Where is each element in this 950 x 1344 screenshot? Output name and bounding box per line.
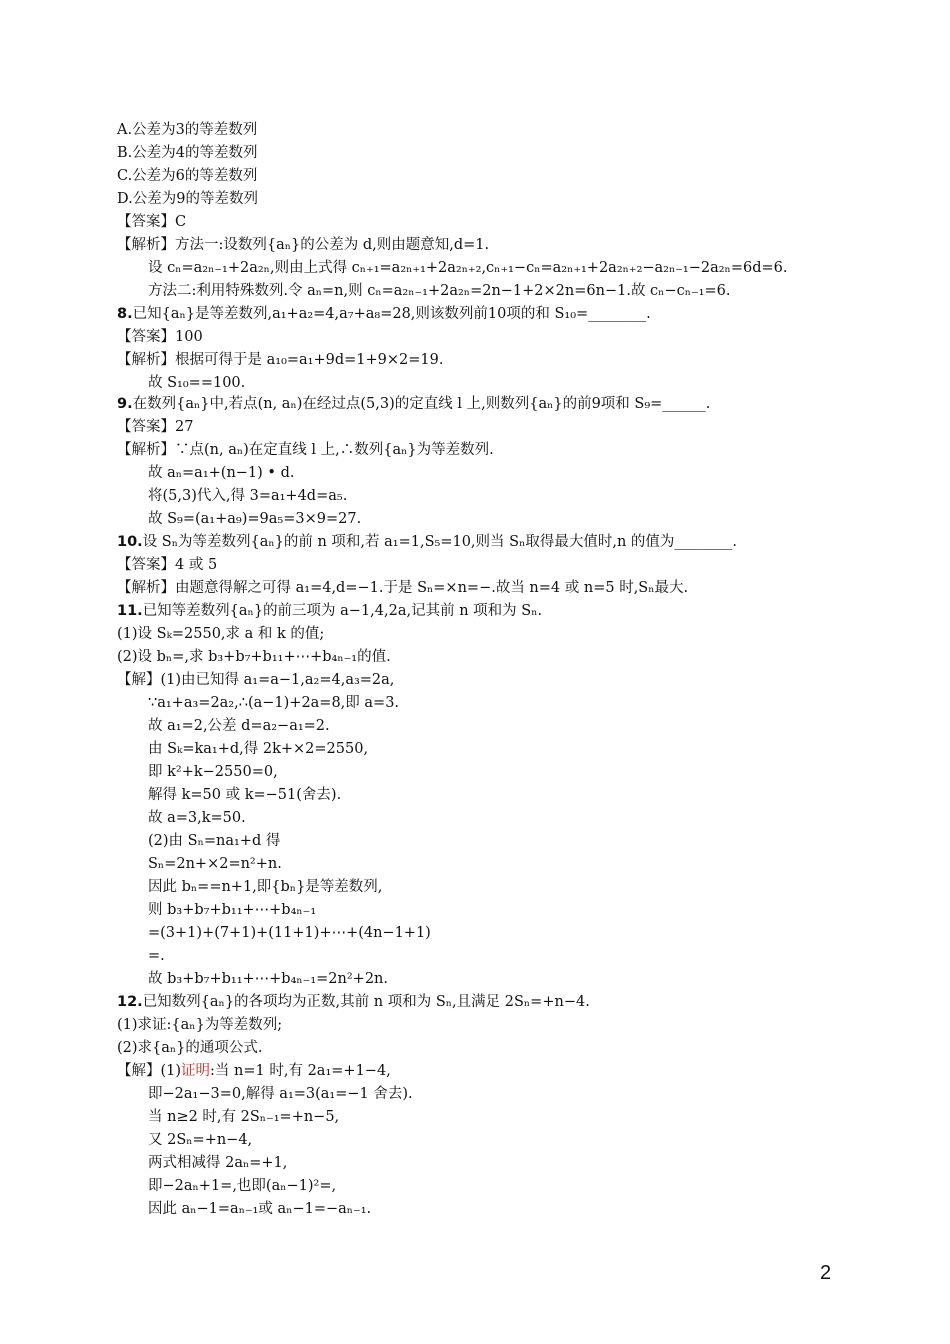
text-line: 故 S₉=(a₁+a₉)=9a₅=3×9=27. xyxy=(148,511,362,527)
text-line: 则 b₃+b₇+b₁₁+⋯+b₄ₙ₋₁ xyxy=(148,902,317,918)
text-line: 9.在数列{aₙ}中,若点(n, aₙ)在经过点(5,3)的定直线 l 上,则数列{aₙ}的前9项和 S₉=______. xyxy=(117,396,711,412)
page-number: 2 xyxy=(820,1262,832,1284)
text-line: 【解析】由题意得解之可得 a₁=4,d=−1.于是 Sₙ=×n=−.故当 n=4 或 n=5 时,Sₙ最大. xyxy=(117,580,689,596)
text-line: (1)设 Sₖ=2550,求 a 和 k 的值; xyxy=(117,626,325,642)
text-line: 故 S₁₀==100. xyxy=(148,375,246,391)
text-line: 【解】(1)证明:当 n=1 时,有 2a₁=+1−4, xyxy=(117,1063,391,1079)
text-line: 将(5,3)代入,得 3=a₁+4d=a₅. xyxy=(148,488,348,504)
text-line: 【解析】根据可得于是 a₁₀=a₁+9d=1+9×2=19. xyxy=(117,352,444,368)
text-line: 解得 k=50 或 k=−51(舍去). xyxy=(148,787,342,803)
text-line: 由 Sₖ=ka₁+d,得 2k+×2=2550, xyxy=(148,741,369,757)
text-line: C.公差为6的等差数列 xyxy=(117,168,258,184)
text-line: 【解】(1)由已知得 a₁=a−1,a₂=4,a₃=2a, xyxy=(117,672,395,688)
text-line: 因此 bₙ==n+1,即{bₙ}是等差数列, xyxy=(148,879,383,895)
text-line: (1)求证:{aₙ}为等差数列; xyxy=(117,1017,283,1033)
text-line: =(3+1)+(7+1)+(11+1)+⋯+(4n−1+1) xyxy=(148,925,431,941)
text-line: 当 n≥2 时,有 2Sₙ₋₁=+n−5, xyxy=(148,1109,340,1125)
text-line: ∵a₁+a₃=2a₂,∴(a−1)+2a=8,即 a=3. xyxy=(148,695,400,711)
text-line: 故 b₃+b₇+b₁₁+⋯+b₄ₙ₋₁=2n²+2n. xyxy=(148,971,388,987)
text-line: A.公差为3的等差数列 xyxy=(117,122,258,138)
text-line: (2)求{aₙ}的通项公式. xyxy=(117,1040,263,1056)
text-line: 又 2Sₙ=+n−4, xyxy=(148,1132,253,1148)
text-line: 【答案】C xyxy=(117,214,187,230)
text-line: 11.已知等差数列{aₙ}的前三项为 a−1,4,2a,记其前 n 项和为 Sₙ. xyxy=(117,603,543,619)
text-line: 故 a₁=2,公差 d=a₂−a₁=2. xyxy=(148,718,330,734)
text-line: 【解析】方法一:设数列{aₙ}的公差为 d,则由题意知,d=1. xyxy=(117,237,490,253)
text-line: B.公差为4的等差数列 xyxy=(117,145,258,161)
text-line: 两式相减得 2aₙ=+1, xyxy=(148,1155,288,1171)
text-line: 即−2aₙ+1=,也即(aₙ−1)²=, xyxy=(148,1178,337,1194)
text-line: =. xyxy=(148,948,165,964)
text-line: Sₙ=2n+×2=n²+n. xyxy=(148,856,282,872)
text-line: 故 aₙ=a₁+(n−1) • d. xyxy=(148,465,295,481)
text-line: 10.设 Sₙ为等差数列{aₙ}的前 n 项和,若 a₁=1,S₅=10,则当 Sₙ取得最大值时,n 的值为________. xyxy=(117,534,738,550)
text-line: 【答案】4 或 5 xyxy=(117,557,218,573)
text-line: 故 a=3,k=50. xyxy=(148,810,246,826)
text-line: 8.已知{aₙ}是等差数列,a₁+a₂=4,a₇+a₈=28,则该数列前10项的和 S₁₀=________. xyxy=(117,306,651,322)
text-line: D.公差为9的等差数列 xyxy=(117,191,258,207)
text-line: 设 cₙ=a₂ₙ₋₁+2a₂ₙ,则由上式得 cₙ₊₁=a₂ₙ₊₁+2a₂ₙ₊₂,cₙ₊₁−cₙ=a₂ₙ₊₁+2a₂ₙ₊₂−a₂ₙ₋₁−2a₂ₙ=6d=6. xyxy=(148,260,788,276)
text-line: 方法二:利用特殊数列.令 aₙ=n,则 cₙ=a₂ₙ₋₁+2a₂ₙ=2n−1+2×2n=6n−1.故 cₙ−cₙ₋₁=6. xyxy=(148,283,731,299)
text-line: 【答案】27 xyxy=(117,419,194,435)
text-line: (2)设 bₙ=,求 b₃+b₇+b₁₁+⋯+b₄ₙ₋₁的值. xyxy=(117,649,391,665)
text-line: 即−2a₁−3=0,解得 a₁=3(a₁=−1 舍去). xyxy=(148,1086,413,1102)
text-line: 【解析】∵点(n, aₙ)在定直线 l 上,∴数列{aₙ}为等差数列. xyxy=(117,442,494,458)
text-line: 【答案】100 xyxy=(117,329,203,345)
text-line: 即 k²+k−2550=0, xyxy=(148,764,278,780)
text-line: (2)由 Sₙ=na₁+d 得 xyxy=(148,833,281,849)
text-line: 因此 aₙ−1=aₙ₋₁或 aₙ−1=−aₙ₋₁. xyxy=(148,1201,372,1217)
text-line: 12.已知数列{aₙ}的各项均为正数,其前 n 项和为 Sₙ,且满足 2Sₙ=+n−4. xyxy=(117,994,590,1010)
